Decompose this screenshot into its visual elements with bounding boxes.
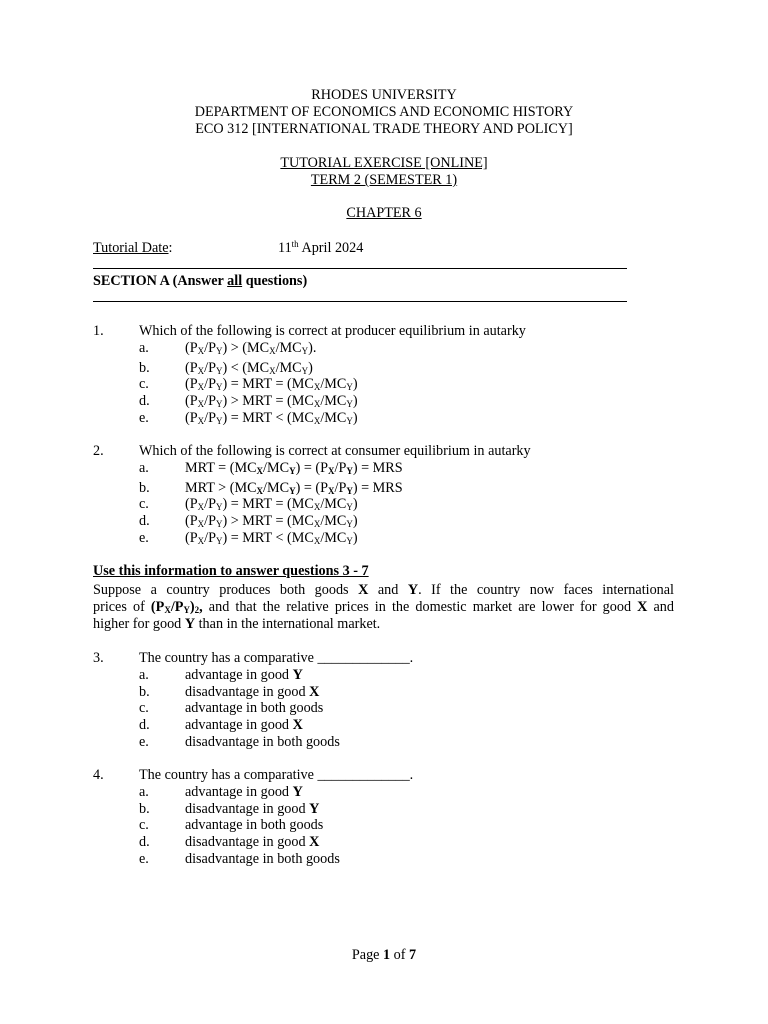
option-formula: $(P_X/P_Y) < (MC_X/MC_Y)$ xyxy=(185,359,313,376)
course-title: ECO 312 [INTERNATIONAL TRADE THEORY AND POLICY] xyxy=(195,121,573,137)
option-label: disadvantage in good xyxy=(185,834,310,851)
option-letter: b. xyxy=(139,800,150,817)
info-heading-text: Use this information to answer questions 3 - 7 xyxy=(93,563,369,579)
option-good: X xyxy=(292,717,303,734)
option-letter: b. xyxy=(139,683,150,700)
question-number: 4. xyxy=(93,767,104,783)
option-text xyxy=(185,801,319,818)
tutorial-date-suffix: th xyxy=(291,239,299,249)
option-formula: $(P_X/P_Y)$ = MRT = $(MC_X/MC_Y)$ xyxy=(185,376,358,393)
section-heading-suffix: questions) xyxy=(242,273,308,289)
question-stem: The country has a comparative _____________. xyxy=(139,767,414,783)
info-text: than in the international market. xyxy=(195,616,381,632)
option-letter: e. xyxy=(139,529,149,546)
question-number: 3. xyxy=(93,650,104,666)
info-paragraph xyxy=(93,582,674,633)
option-text xyxy=(185,851,340,868)
option-formula: $(P_X/P_Y) > (MC_X/MC_Y)$. xyxy=(185,339,317,356)
info-line-1 xyxy=(93,582,674,599)
option-label: disadvantage in good xyxy=(185,800,310,817)
option-letter: b. xyxy=(139,359,150,376)
footer-current-page: 1 xyxy=(383,947,391,963)
info-text: and that the relative prices in the domestic market are lower for good xyxy=(202,599,638,615)
page-footer xyxy=(0,947,768,964)
exercise-title xyxy=(0,155,768,172)
department-name: DEPARTMENT OF ECONOMICS AND ECONOMIC HISTORY xyxy=(194,104,574,120)
section-rule-bottom xyxy=(93,301,627,302)
term-title-text: TERM 2 (SEMESTER 1) xyxy=(310,172,458,188)
option-letter: e. xyxy=(139,733,149,750)
question-4 xyxy=(93,767,693,868)
option-label: advantage in good xyxy=(185,666,293,683)
info-text: and xyxy=(368,582,408,598)
section-rule-top xyxy=(93,268,627,269)
info-text: . If the country now faces international xyxy=(418,582,674,598)
option-letter: e. xyxy=(139,409,149,426)
option-letter: c. xyxy=(139,700,149,717)
tutorial-date-label-text: Tutorial Date xyxy=(93,240,169,256)
info-good: X xyxy=(637,599,648,615)
question-2 xyxy=(93,443,693,547)
option-good: Y xyxy=(309,800,320,817)
tutorial-date-month-year: April 2024 xyxy=(298,240,364,256)
question-stem: Which of the following is correct at consumer equilibrium in autarky xyxy=(139,443,531,459)
option-formula: $(P_X/P_Y)$ = MRT < $(MC_X/MC_Y)$ xyxy=(185,529,358,546)
tutorial-date-colon: : xyxy=(168,240,173,256)
option-good: X xyxy=(309,834,320,851)
info-text: prices of xyxy=(93,599,151,615)
info-good: Y xyxy=(184,616,196,632)
option-letter: a. xyxy=(139,459,149,476)
university-name: RHODES UNIVERSITY xyxy=(311,87,457,103)
option-text xyxy=(185,834,319,851)
option-letter: a. xyxy=(139,666,149,683)
chapter-title xyxy=(0,205,768,222)
footer-of-word: of xyxy=(390,947,410,963)
option-text xyxy=(185,717,303,734)
option-letter: c. xyxy=(139,376,149,393)
footer-total-pages: 7 xyxy=(409,947,417,963)
option-letter: d. xyxy=(139,834,150,851)
option-label: advantage in good xyxy=(185,717,293,734)
exercise-title-text: TUTORIAL EXERCISE [ONLINE] xyxy=(280,155,488,171)
footer-page-word: Page xyxy=(351,947,384,963)
option-label: advantage in good xyxy=(185,783,293,800)
info-price-ratio: $(P_X/P_Y)_2$, xyxy=(150,599,203,615)
option-formula: $(P_X/P_Y)$ > MRT = $(MC_X/MC_Y)$ xyxy=(185,393,358,410)
option-good: X xyxy=(309,683,320,700)
info-good: X xyxy=(358,582,369,598)
tutorial-date-day: 11 xyxy=(278,240,292,256)
option-good: Y xyxy=(292,666,303,683)
option-letter: d. xyxy=(139,717,150,734)
question-number: 1. xyxy=(93,323,104,339)
info-heading xyxy=(93,563,369,580)
info-text: higher for good xyxy=(93,616,185,632)
option-text xyxy=(185,817,323,834)
option-letter: b. xyxy=(139,479,150,496)
option-letter: e. xyxy=(139,850,149,867)
option-label: disadvantage in good xyxy=(185,683,310,700)
question-3 xyxy=(93,650,693,751)
option-letter: d. xyxy=(139,513,150,530)
section-heading xyxy=(93,273,307,290)
option-formula: MRT > $(MC_X/MC_Y) = (P_X/P_Y)$ = MRS xyxy=(185,479,403,496)
option-letter: c. xyxy=(139,817,149,834)
option-text xyxy=(185,667,303,684)
option-letter: a. xyxy=(139,783,149,800)
option-good: Y xyxy=(292,783,303,800)
info-text: and xyxy=(647,599,674,615)
option-text xyxy=(185,700,323,717)
question-stem: The country has a comparative _____________. xyxy=(139,650,414,666)
info-line-3 xyxy=(93,616,674,633)
term-title xyxy=(0,172,768,189)
option-label: disadvantage in both goods xyxy=(185,733,340,750)
option-text xyxy=(185,734,340,751)
question-stem: Which of the following is correct at producer equilibrium in autarky xyxy=(139,323,526,339)
option-label: advantage in both goods xyxy=(185,700,324,717)
section-heading-prefix: SECTION A (Answer xyxy=(93,273,228,289)
question-1 xyxy=(93,323,693,427)
info-good: Y xyxy=(407,582,419,598)
option-formula: $(P_X/P_Y)$ = MRT < $(MC_X/MC_Y)$ xyxy=(185,409,358,426)
option-text xyxy=(185,784,303,801)
option-formula: MRT = $(MC_X/MC_Y) = (P_X/P_Y)$ = MRS xyxy=(185,459,403,476)
tutorial-date-label xyxy=(93,240,172,257)
option-formula: $(P_X/P_Y)$ = MRT = $(MC_X/MC_Y)$ xyxy=(185,496,358,513)
info-text: Suppose a country produces both goods xyxy=(93,582,359,598)
tutorial-date-value xyxy=(278,240,363,257)
section-heading-emph: all xyxy=(227,273,243,289)
option-label: advantage in both goods xyxy=(185,817,324,834)
option-text xyxy=(185,684,319,701)
option-formula: $(P_X/P_Y)$ > MRT = $(MC_X/MC_Y)$ xyxy=(185,513,358,530)
question-number: 2. xyxy=(93,443,104,459)
option-label: disadvantage in both goods xyxy=(185,850,340,867)
option-letter: a. xyxy=(139,339,149,356)
info-line-2 xyxy=(93,599,674,616)
chapter-title-text: CHAPTER 6 xyxy=(346,205,422,221)
option-letter: d. xyxy=(139,393,150,410)
option-letter: c. xyxy=(139,496,149,513)
